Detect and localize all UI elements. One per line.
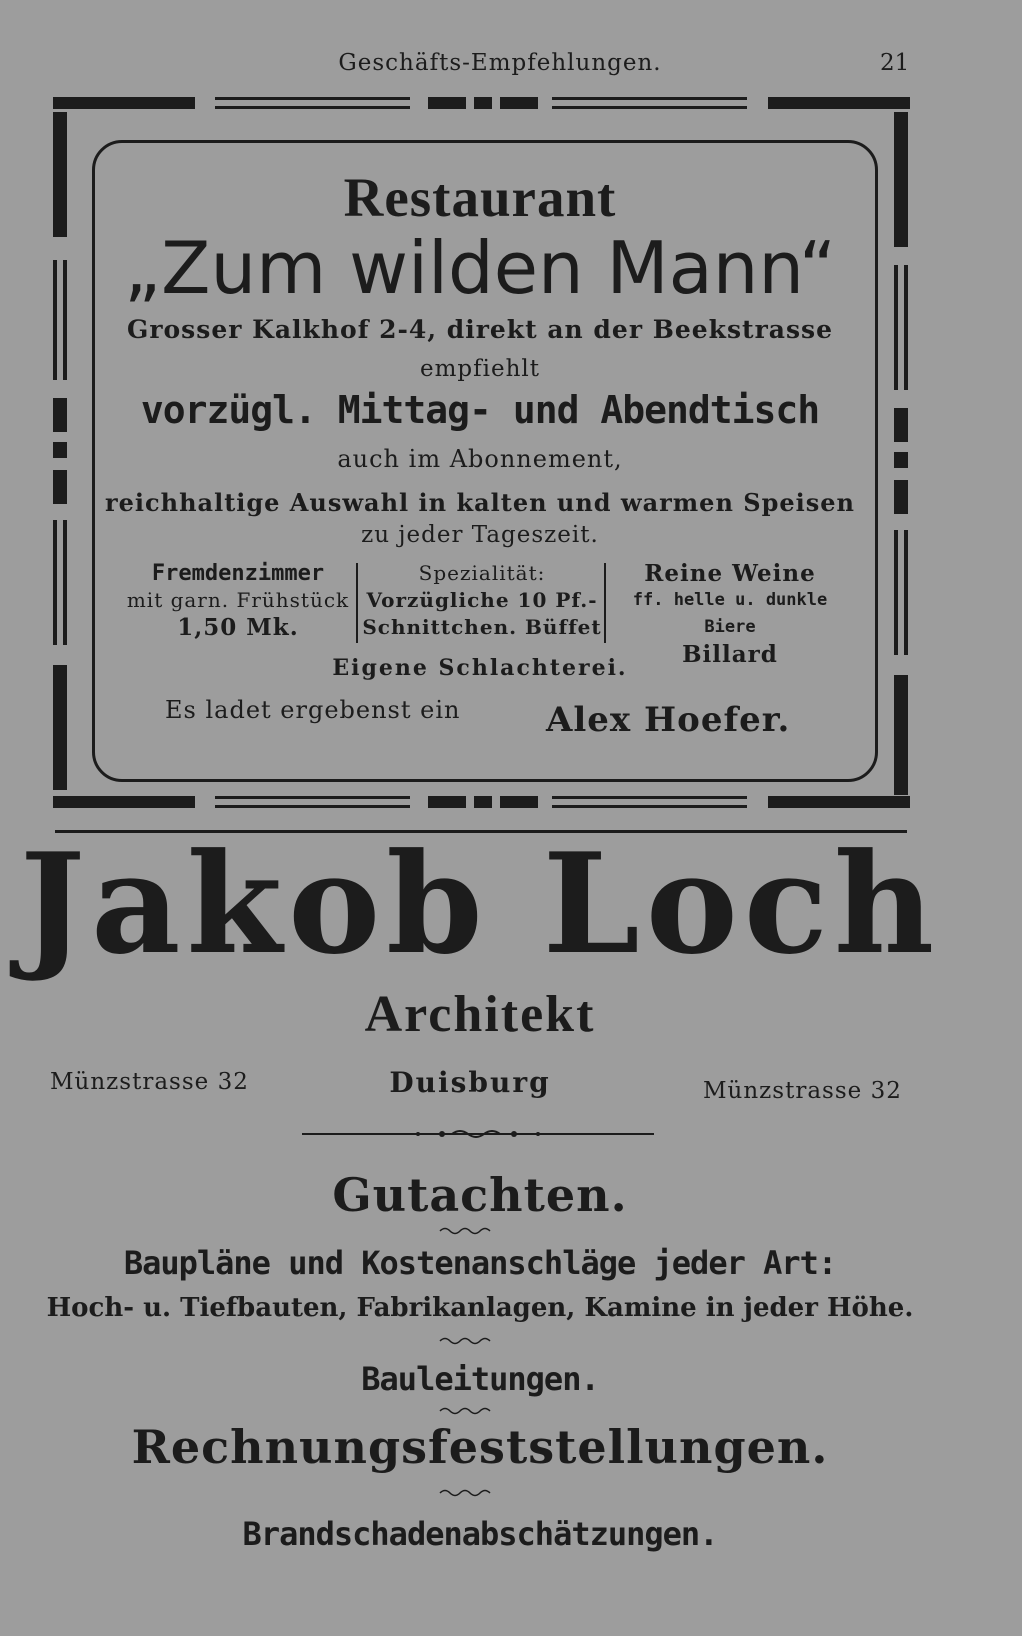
restaurant-address: Grosser Kalkhof 2-4, direkt an der Beekstrasse xyxy=(126,315,834,344)
tilde-separator xyxy=(420,1488,520,1498)
running-header-title: Geschäfts-Empfehlungen. xyxy=(338,50,662,76)
column-line: Vorzügliche 10 Pf.- xyxy=(366,588,598,612)
recommends-text: empfiehlt xyxy=(419,356,541,382)
butchery-text: Eigene Schlachterei. xyxy=(332,655,628,681)
service-types: Hoch- u. Tiefbauten, Fabrikanlagen, Kamine in jeder Höhe. xyxy=(46,1293,914,1323)
page-number: 21 xyxy=(880,50,910,76)
architect-profession: Architekt xyxy=(364,986,596,1043)
tilde-separator xyxy=(420,1406,520,1416)
selection-text: reichhaltige Auswahl in kalten und warmen Speisen xyxy=(104,488,855,517)
restaurant-heading: Restaurant xyxy=(343,167,617,228)
service-accounting: Rechnungsfeststellungen. xyxy=(131,1420,829,1474)
rooms-column xyxy=(118,560,358,641)
service-expertise: Gutachten. xyxy=(332,1168,628,1222)
column-divider xyxy=(356,563,358,643)
street-left: Münzstrasse 32 xyxy=(50,1069,249,1095)
ornament-divider xyxy=(302,1128,654,1140)
street-right: Münzstrasse 32 xyxy=(703,1078,902,1104)
service-plans: Baupläne und Kostenanschläge jeder Art: xyxy=(123,1244,837,1282)
column-line: Schnittchen. Büffet xyxy=(362,615,602,639)
city-name: Duisburg xyxy=(389,1066,551,1099)
tilde-separator xyxy=(420,1336,520,1346)
column-line: 1,50 Mk. xyxy=(177,614,299,641)
column-line: Fremdenzimmer xyxy=(151,561,325,586)
column-line: mit garn. Frühstück xyxy=(126,588,350,612)
service-fire-damage: Brandschadenabschätzungen. xyxy=(242,1515,718,1553)
owner-name: Alex Hoefer. xyxy=(546,700,791,740)
service-supervision: Bauleitungen. xyxy=(361,1360,599,1398)
column-line: Reine Weine xyxy=(644,560,816,587)
restaurant-name: „Zum wilden Mann“ xyxy=(123,226,837,310)
column-line: ff. helle u. dunkle Biere xyxy=(632,590,828,637)
invitation-text: Es ladet ergebenst ein xyxy=(165,696,461,724)
drinks-column xyxy=(610,560,850,668)
architect-name: Jakob Loch xyxy=(19,822,941,985)
tilde-separator xyxy=(420,1226,520,1236)
main-offer: vorzügl. Mittag- und Abendtisch xyxy=(140,388,820,432)
subscription-text: auch im Abonnement, xyxy=(337,445,623,473)
column-divider xyxy=(604,563,606,643)
column-line: Billard xyxy=(682,641,778,668)
column-line: Spezialität: xyxy=(418,561,546,585)
specialty-column xyxy=(362,560,602,641)
anytime-text: zu jeder Tageszeit. xyxy=(361,522,599,548)
